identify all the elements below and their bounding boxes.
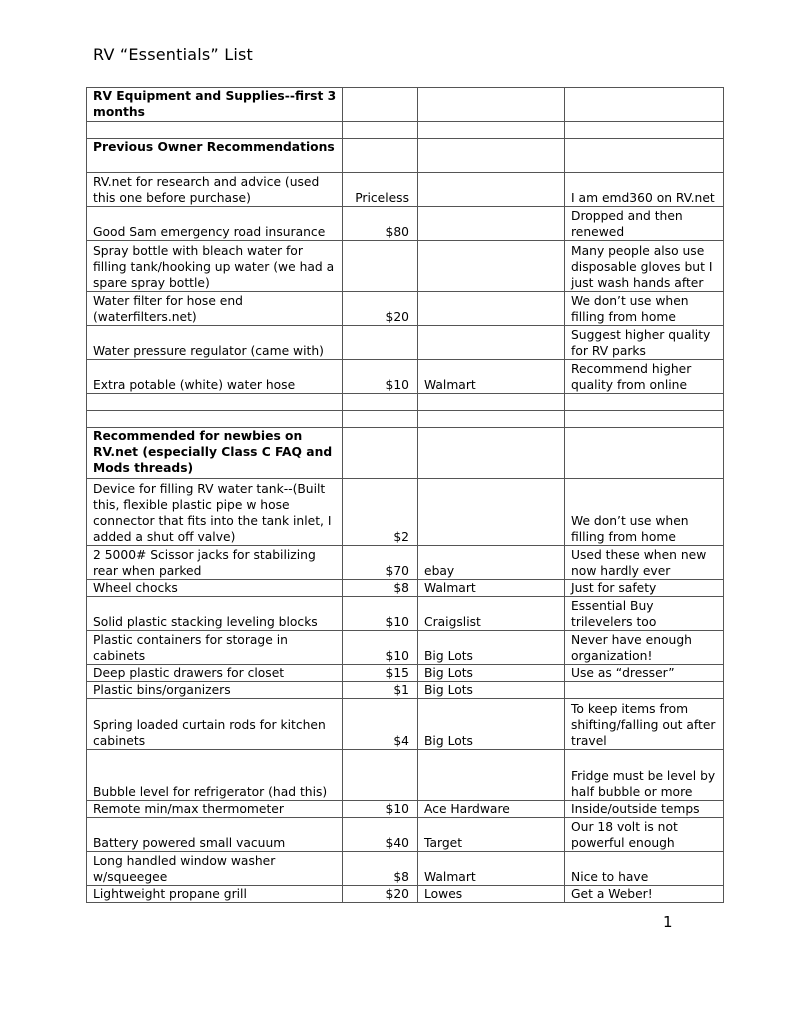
notes-cell: We don’t use when filling from home <box>565 292 724 326</box>
source-cell: Big Lots <box>418 699 565 750</box>
notes-cell: Used these when new now hardly ever <box>565 546 724 580</box>
table-row <box>87 631 724 665</box>
item-cell: RV Equipment and Supplies--first 3 months <box>87 88 343 122</box>
source-cell: Big Lots <box>418 665 565 682</box>
notes-cell: Suggest higher quality for RV parks <box>565 326 724 360</box>
source-cell: Big Lots <box>418 682 565 699</box>
source-cell <box>418 173 565 207</box>
notes-cell: Nice to have <box>565 852 724 886</box>
table-row <box>87 886 724 903</box>
source-cell: Lowes <box>418 886 565 903</box>
table-row <box>87 665 724 682</box>
notes-cell: Essential Buy trilevelers too <box>565 597 724 631</box>
notes-cell: Use as “dresser” <box>565 665 724 682</box>
price-cell <box>343 122 418 139</box>
table-row <box>87 479 724 546</box>
item-cell: Recommended for newbies on RV.net (especially Class C FAQ and Mods threads) <box>87 428 343 479</box>
item-cell: RV.net for research and advice (used this one before purchase) <box>87 173 343 207</box>
price-cell <box>343 750 418 801</box>
item-cell: Battery powered small vacuum <box>87 818 343 852</box>
notes-cell: I am emd360 on RV.net <box>565 173 724 207</box>
price-cell: $15 <box>343 665 418 682</box>
item-cell: Spring loaded curtain rods for kitchen cabinets <box>87 699 343 750</box>
price-cell: $20 <box>343 292 418 326</box>
price-cell: $80 <box>343 207 418 241</box>
item-cell: Remote min/max thermometer <box>87 801 343 818</box>
item-cell: Spray bottle with bleach water for filling tank/hooking up water (we had a spare spray bottle) <box>87 241 343 292</box>
notes-cell <box>565 428 724 479</box>
item-cell: Lightweight propane grill <box>87 886 343 903</box>
table-section-header-row <box>87 428 724 479</box>
source-cell: Ace Hardware <box>418 801 565 818</box>
notes-cell: Many people also use disposable gloves but I just wash hands after <box>565 241 724 292</box>
source-cell <box>418 394 565 411</box>
notes-cell <box>565 122 724 139</box>
table-row <box>87 750 724 801</box>
price-cell <box>343 326 418 360</box>
item-cell <box>87 122 343 139</box>
page-number: 1 <box>663 913 673 931</box>
table-blank-row <box>87 394 724 411</box>
notes-cell: Get a Weber! <box>565 886 724 903</box>
price-cell <box>343 139 418 173</box>
source-cell: Walmart <box>418 360 565 394</box>
notes-cell: Inside/outside temps <box>565 801 724 818</box>
table-row <box>87 818 724 852</box>
notes-cell: Our 18 volt is not powerful enough <box>565 818 724 852</box>
price-cell: $4 <box>343 699 418 750</box>
item-cell: Extra potable (white) water hose <box>87 360 343 394</box>
source-cell <box>418 122 565 139</box>
notes-cell <box>565 682 724 699</box>
table-row <box>87 360 724 394</box>
notes-cell: To keep items from shifting/falling out after travel <box>565 699 724 750</box>
item-cell: Long handled window washer w/squeegee <box>87 852 343 886</box>
price-cell: $10 <box>343 360 418 394</box>
item-cell: Plastic containers for storage in cabinets <box>87 631 343 665</box>
item-cell: Good Sam emergency road insurance <box>87 207 343 241</box>
price-cell <box>343 88 418 122</box>
item-cell: Water pressure regulator (came with) <box>87 326 343 360</box>
price-cell: $20 <box>343 886 418 903</box>
source-cell: Big Lots <box>418 631 565 665</box>
source-cell <box>418 750 565 801</box>
table-row <box>87 173 724 207</box>
source-cell <box>418 139 565 173</box>
source-cell: Walmart <box>418 580 565 597</box>
item-cell: Bubble level for refrigerator (had this) <box>87 750 343 801</box>
source-cell <box>418 207 565 241</box>
item-cell: Wheel chocks <box>87 580 343 597</box>
table-row <box>87 852 724 886</box>
item-cell: 2 5000# Scissor jacks for stabilizing rear when parked <box>87 546 343 580</box>
price-cell: Priceless <box>343 173 418 207</box>
table-row <box>87 801 724 818</box>
source-cell: Walmart <box>418 852 565 886</box>
item-cell: Plastic bins/organizers <box>87 682 343 699</box>
table-section-header-row <box>87 88 724 122</box>
price-cell: $10 <box>343 801 418 818</box>
essentials-table <box>86 87 724 903</box>
table-row <box>87 546 724 580</box>
notes-cell <box>565 411 724 428</box>
price-cell: $8 <box>343 852 418 886</box>
item-cell: Device for filling RV water tank--(Built this, flexible plastic pipe w hose connector that fits into the tank inlet, I added a shut off valve) <box>87 479 343 546</box>
notes-cell: Recommend higher quality from online <box>565 360 724 394</box>
source-cell <box>418 326 565 360</box>
price-cell: $8 <box>343 580 418 597</box>
notes-cell: Fridge must be level by half bubble or more <box>565 750 724 801</box>
table-row <box>87 326 724 360</box>
table-section-header-row <box>87 139 724 173</box>
notes-cell: We don’t use when filling from home <box>565 479 724 546</box>
price-cell: $2 <box>343 479 418 546</box>
source-cell: Craigslist <box>418 597 565 631</box>
price-cell: $40 <box>343 818 418 852</box>
price-cell <box>343 241 418 292</box>
table-row <box>87 292 724 326</box>
document-title: RV “Essentials” List <box>93 45 253 64</box>
source-cell <box>418 479 565 546</box>
price-cell: $1 <box>343 682 418 699</box>
source-cell: ebay <box>418 546 565 580</box>
item-cell <box>87 394 343 411</box>
table-row <box>87 207 724 241</box>
item-cell: Previous Owner Recommendations <box>87 139 343 173</box>
table-blank-row <box>87 411 724 428</box>
source-cell <box>418 428 565 479</box>
notes-cell: Just for safety <box>565 580 724 597</box>
table-row <box>87 580 724 597</box>
notes-cell <box>565 88 724 122</box>
notes-cell: Dropped and then renewed <box>565 207 724 241</box>
price-cell <box>343 394 418 411</box>
item-cell: Solid plastic stacking leveling blocks <box>87 597 343 631</box>
price-cell <box>343 428 418 479</box>
price-cell: $10 <box>343 631 418 665</box>
table-row <box>87 699 724 750</box>
essentials-table-body <box>87 88 724 903</box>
source-cell <box>418 292 565 326</box>
item-cell <box>87 411 343 428</box>
notes-cell: Never have enough organization! <box>565 631 724 665</box>
source-cell <box>418 88 565 122</box>
price-cell: $70 <box>343 546 418 580</box>
source-cell <box>418 241 565 292</box>
table-row <box>87 597 724 631</box>
table-row <box>87 682 724 699</box>
table-blank-row <box>87 122 724 139</box>
source-cell <box>418 411 565 428</box>
item-cell: Deep plastic drawers for closet <box>87 665 343 682</box>
source-cell: Target <box>418 818 565 852</box>
price-cell: $10 <box>343 597 418 631</box>
item-cell: Water filter for hose end (waterfilters.net) <box>87 292 343 326</box>
notes-cell <box>565 394 724 411</box>
price-cell <box>343 411 418 428</box>
notes-cell <box>565 139 724 173</box>
table-row <box>87 241 724 292</box>
